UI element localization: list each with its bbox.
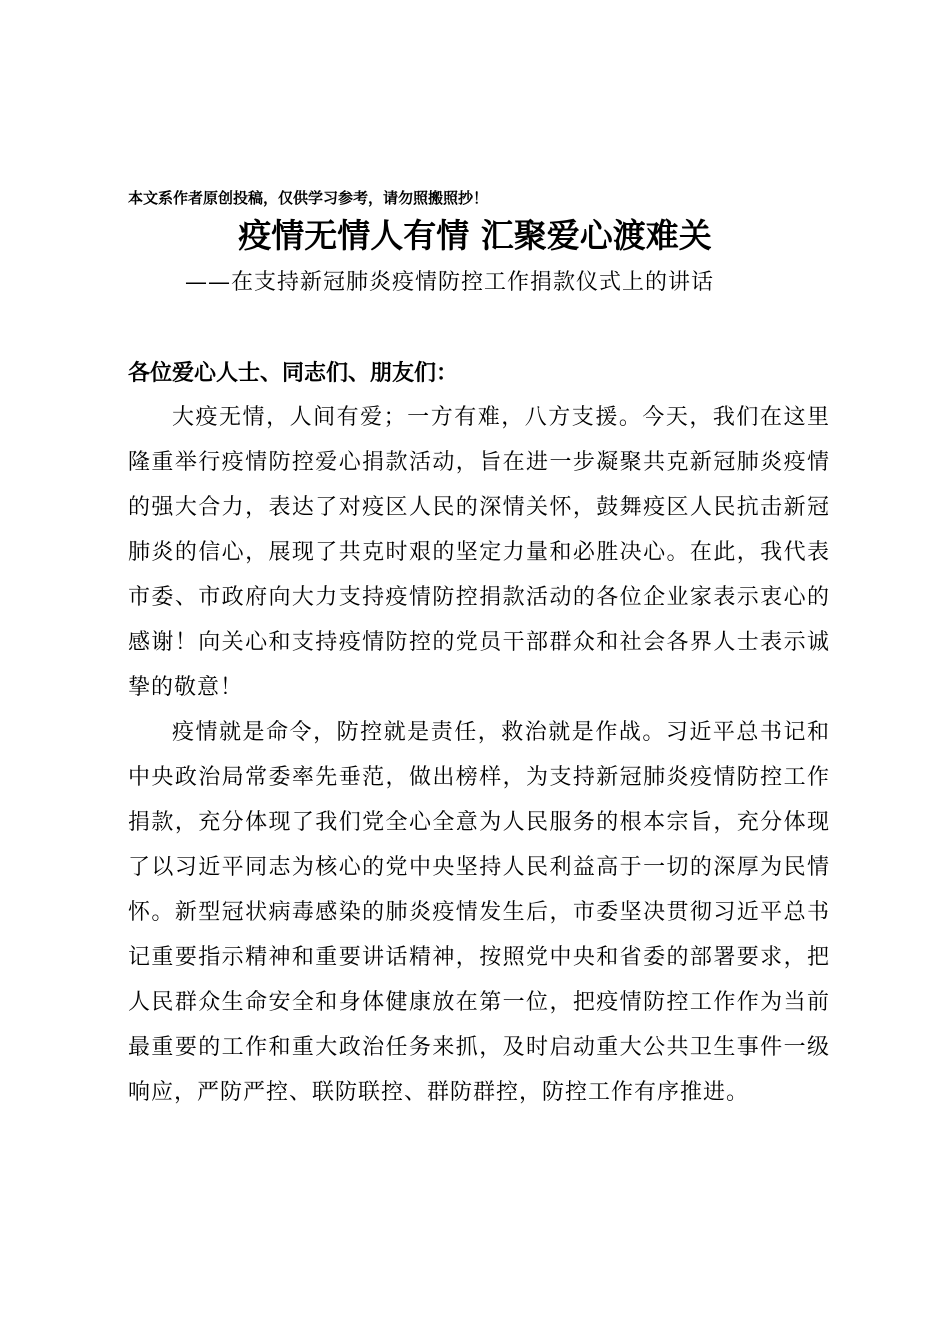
document-subtitle: ——在支持新冠肺炎疫情防控工作捐款仪式上的讲话 <box>185 270 715 295</box>
document-title: 疫情无情人有情 汇聚爱心渡难关 <box>238 216 712 255</box>
body-paragraph: 大疫无情，人间有爱；一方有难，八方支援。今天，我们在这里隆重举行疫情防控爱心捐款活动，旨在进一步凝聚共克新冠肺炎疫情的强大合力，表达了对疫区人民的深情关怀，鼓舞疫区人民抗击新冠肺炎的信心，展现了共克时艰的坚定力量和必胜决心。在此，我代表市委、市政府向大力支持疫情防控捐款活动的各位企业家表示衷心的感谢！向关心和支持疫情防控的党员干部群众和社会各界人士表示诚挚的敬意！ <box>128 405 830 700</box>
copyright-notice: 本文系作者原创投稿，仅供学习参考，请勿照搬照抄！ <box>128 189 489 207</box>
body-paragraph: 疫情就是命令，防控就是责任，救治就是作战。习近平总书记和中央政治局常委率先垂范，做出榜样，为支持新冠肺炎疫情防控工作捐款，充分体现了我们党全心全意为人民服务的根本宗旨，充分体现了以习近平同志为核心的党中央坚持人民利益高于一切的深厚为民情怀。新型冠状病毒感染的肺炎疫情发生后，市委坚决贯彻习近平总书记重要指示精神和重要讲话精神，按照党中央和省委的部署要求，把人民群众生命安全和身体健康放在第一位，把疫情防控工作作为当前最重要的工作和重大政治任务来抓，及时启动重大公共卫生事件一级响应，严防严控、联防联控、群防群控，防控工作有序推进。 <box>128 720 830 1105</box>
salutation: 各位爱心人士、同志们、朋友们： <box>128 360 459 386</box>
